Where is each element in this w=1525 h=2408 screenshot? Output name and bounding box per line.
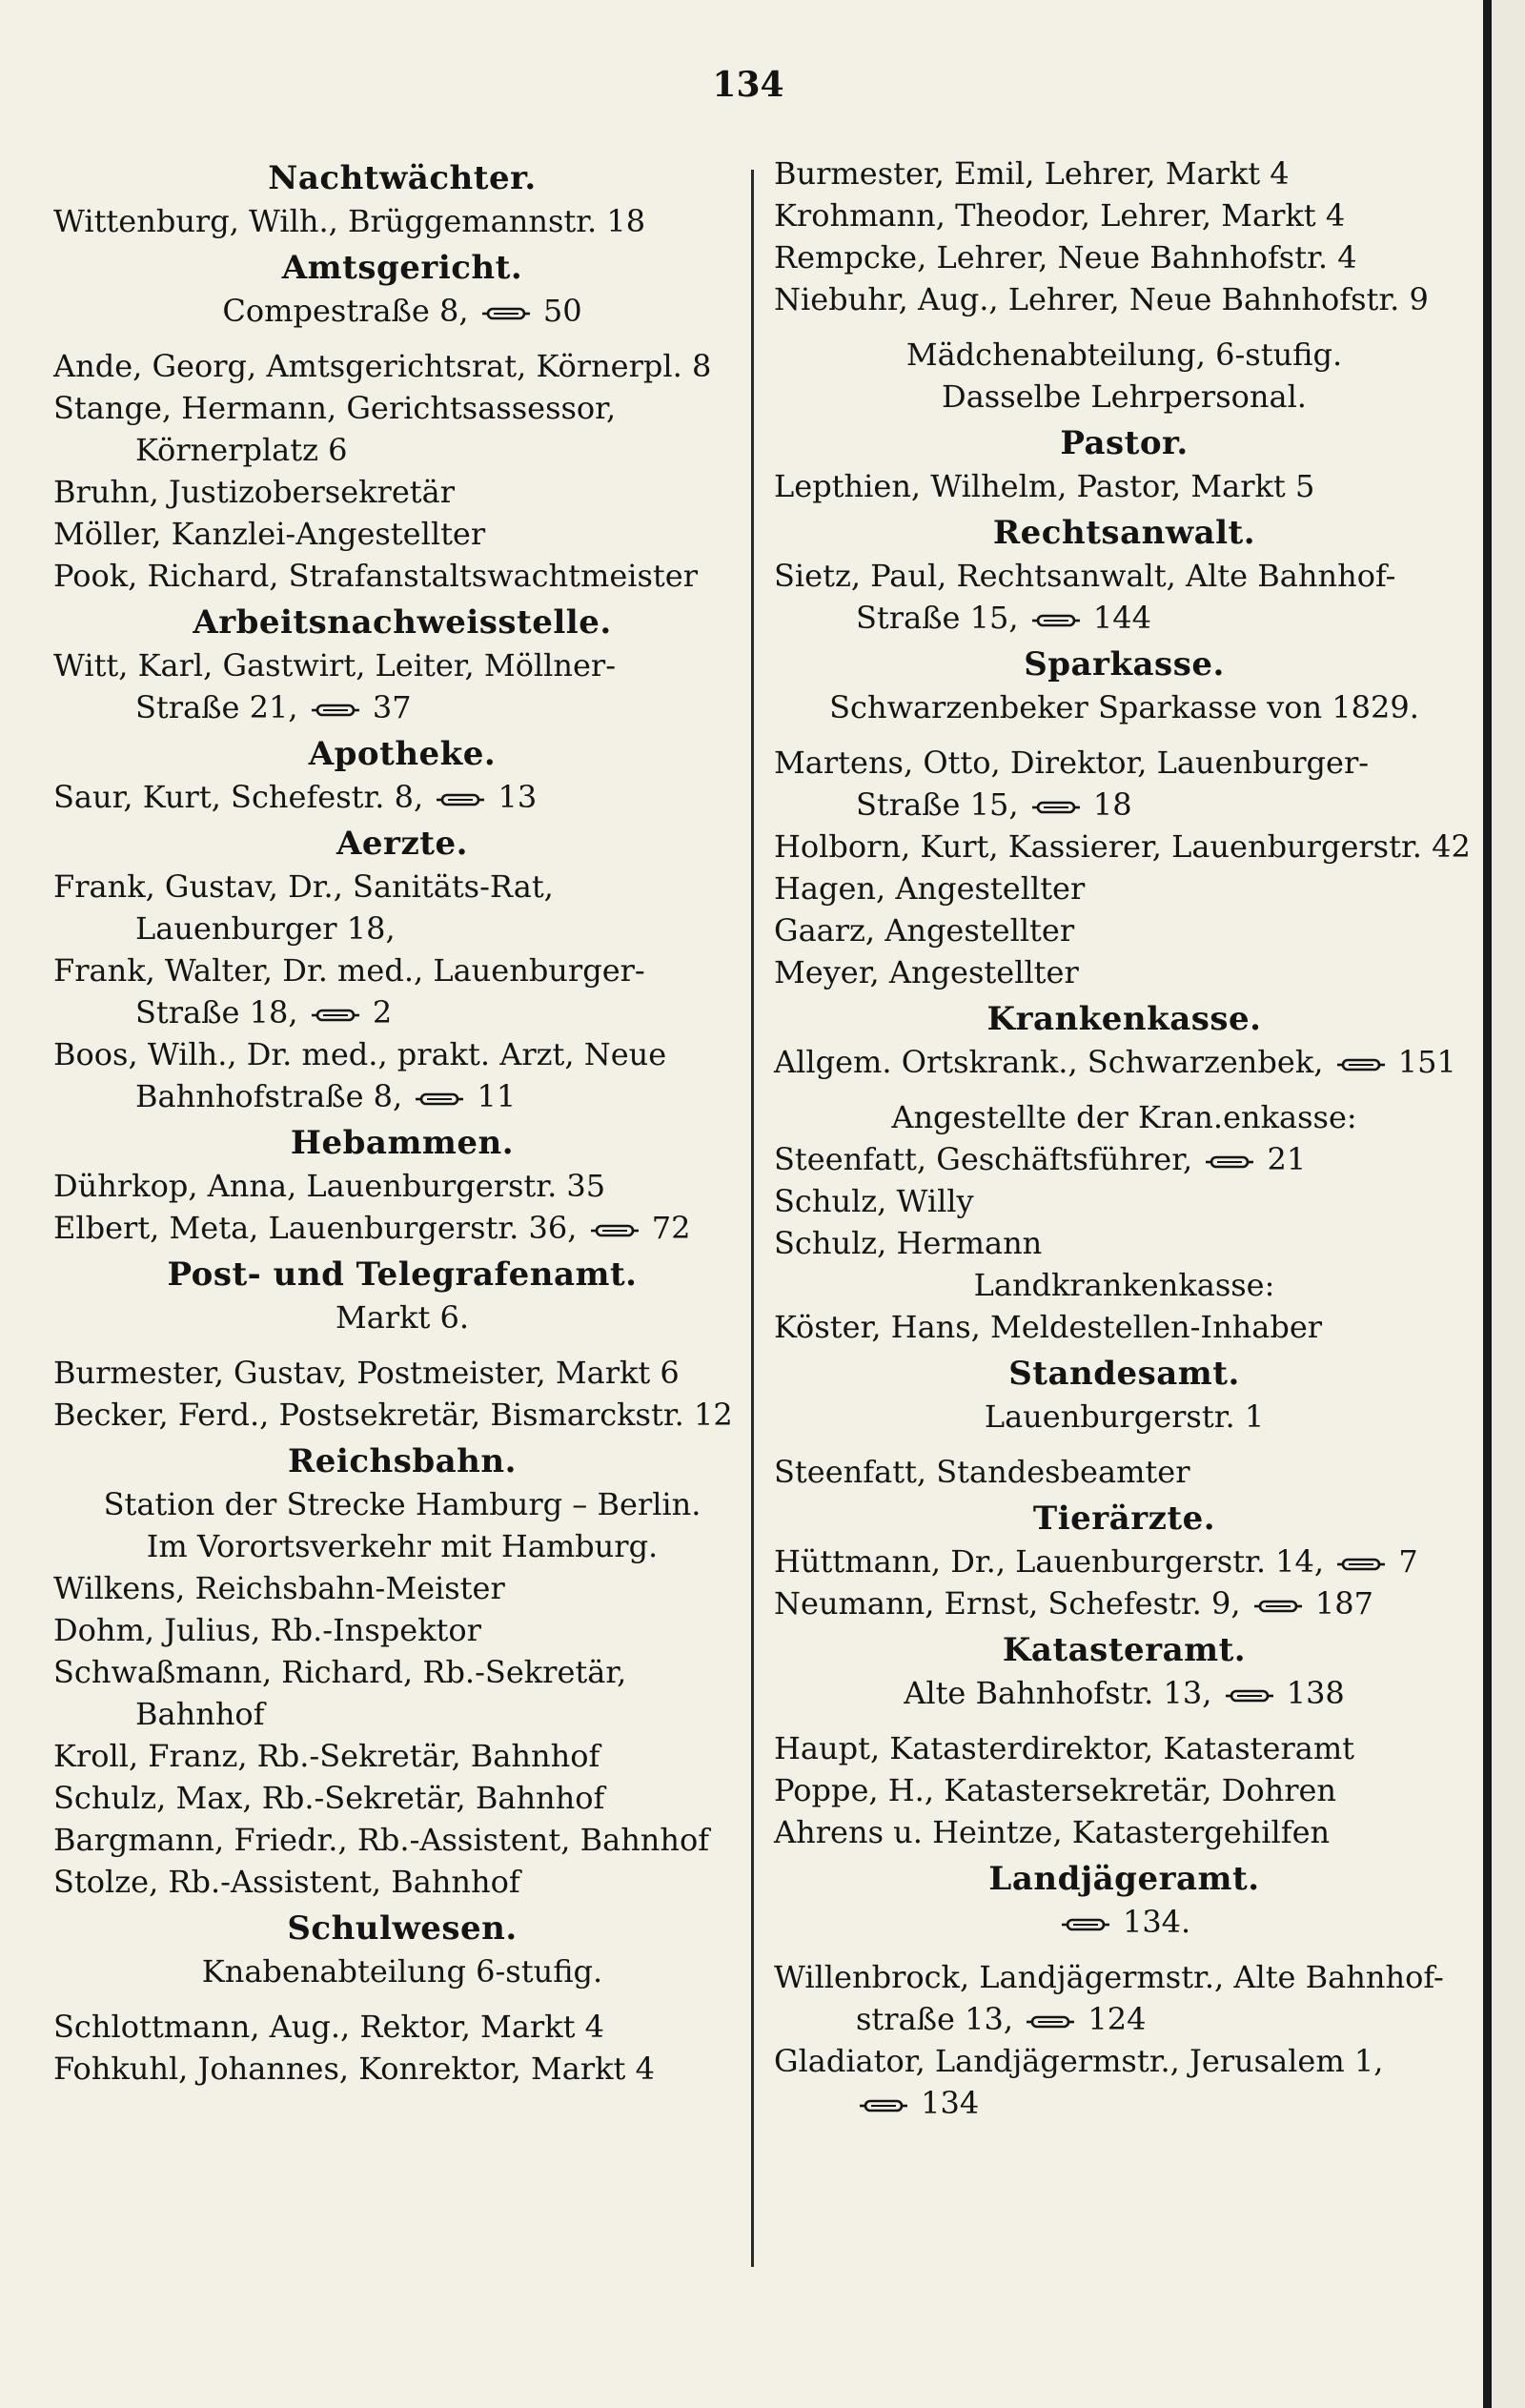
entry-line: Schulz, Max, Rb.-Sekretär, Bahnhof [53, 1780, 605, 1816]
directory-entry [774, 1041, 1474, 1083]
entry-line: Burmester, Gustav, Postmeister, Markt 6 [53, 1355, 680, 1391]
entry-line: Niebuhr, Aug., Lehrer, Neue Bahnhofstr. 9 [774, 281, 1429, 317]
entry-line: Bargmann, Friedr., Rb.-Assistent, Bahnhof [53, 1822, 710, 1858]
directory-section [774, 421, 1474, 507]
directory-section [53, 246, 751, 597]
entry-continuation: Straße 18, 2 [135, 994, 393, 1031]
directory-entry [53, 1861, 751, 1903]
section-heading: Amtsgericht. [281, 249, 523, 287]
entry-line: Boos, Wilh., Dr. med., prakt. Arzt, Neue [53, 1036, 667, 1072]
directory-entry [53, 555, 751, 597]
entry-line: Wittenburg, Wilh., Brüggemannstr. 18 [53, 203, 646, 239]
directory-entry [53, 1819, 751, 1861]
entry-line: Wilkens, Reichsbahn-Meister [53, 1570, 505, 1606]
directory-entry [774, 1180, 1474, 1222]
section-heading: Aerzte. [336, 825, 468, 863]
entry-line: Frank, Walter, Dr. med., Lauenburger- [53, 952, 645, 989]
directory-entry [53, 1777, 751, 1819]
entry-line: Steenfatt, Standesbeamter [774, 1454, 1190, 1490]
section-subtitle: Markt 6. [335, 1299, 470, 1336]
directory-entry [774, 1769, 1474, 1811]
directory-entry [53, 200, 751, 242]
directory-entry [774, 1811, 1474, 1853]
directory-entry [774, 1727, 1474, 1769]
directory-section [53, 732, 751, 818]
telephone-sign-icon [1337, 1057, 1385, 1072]
directory-entry [774, 1138, 1474, 1180]
telephone-sign-icon [1027, 2014, 1074, 2030]
directory-section [53, 156, 751, 242]
directory-entry [774, 153, 1474, 194]
entry-line: Dohm, Julius, Rb.-Inspektor [53, 1612, 481, 1648]
entry-line: Haupt, Katasterdirektor, Katasteramt [774, 1730, 1355, 1766]
directory-entry [774, 867, 1474, 909]
binding-shadow [1483, 0, 1492, 2408]
entry-line: Schlottmann, Aug., Rektor, Markt 4 [53, 2009, 604, 2045]
section-heading: Pastor. [1060, 424, 1189, 462]
entry-line: Burmester, Emil, Lehrer, Markt 4 [774, 155, 1290, 192]
section-heading: Sparkasse. [1024, 645, 1225, 684]
directory-entry [774, 1306, 1474, 1348]
directory-entry [53, 1735, 751, 1777]
telephone-sign-icon [1032, 613, 1080, 628]
directory-section [53, 1253, 751, 1436]
section-subtitle: Knabenabteilung 6-stufig. [201, 1953, 603, 1990]
entry-line: Köster, Hans, Meldestellen-Inhaber [774, 1309, 1323, 1345]
directory-entry [774, 465, 1474, 507]
section-subtitle: Alte Bahnhofstr. 13, 138 [904, 1675, 1345, 1711]
entry-line: Poppe, H., Katastersekretär, Dohren [774, 1772, 1337, 1808]
directory-section [774, 153, 1474, 418]
entry-line: Steenfatt, Geschäftsführer, 21 [774, 1141, 1307, 1177]
section-heading: Landjägeramt. [988, 1860, 1260, 1898]
section-heading: Reichsbahn. [288, 1442, 517, 1480]
directory-entry [774, 909, 1474, 951]
directory-section [774, 1352, 1474, 1493]
entry-line: Holborn, Kurt, Kassierer, Lauenburgerstr. 42 [774, 828, 1471, 865]
section-heading: Nachtwächter. [268, 159, 537, 197]
entry-line: Krohmann, Theodor, Lehrer, Markt 4 [774, 197, 1346, 234]
directory-entry [53, 949, 751, 1033]
directory-section [774, 643, 1474, 993]
telephone-sign-icon [1337, 1557, 1385, 1572]
directory-entry [53, 644, 751, 728]
directory-entry [53, 776, 751, 818]
section-subtitle: Compestraße 8, 50 [222, 293, 582, 329]
telephone-sign-icon [860, 2098, 907, 2113]
section-heading: Post- und Telegrafenamt. [167, 1255, 638, 1294]
section-note: Landkrankenkasse: [973, 1267, 1275, 1303]
telephone-sign-icon [437, 792, 484, 807]
section-heading: Katasteramt. [1002, 1631, 1247, 1669]
entry-line: Willenbrock, Landjägermstr., Alte Bahnhof- [774, 1959, 1444, 1995]
right-column [774, 153, 1474, 2124]
entry-line: Saur, Kurt, Schefestr. 8, 13 [53, 779, 538, 815]
section-subtitle: Im Vorortsverkehr mit Hamburg. [146, 1528, 659, 1564]
entry-continuation: Straße 15, 144 [856, 600, 1151, 636]
entry-line: Stange, Hermann, Gerichtsassessor, [53, 390, 617, 426]
entry-line: Fohkuhl, Johannes, Konrektor, Markt 4 [53, 2051, 655, 2087]
entry-line: Schulz, Willy [774, 1183, 974, 1219]
telephone-sign-icon [1254, 1599, 1302, 1614]
directory-entry [53, 1207, 751, 1249]
directory-section [774, 1497, 1474, 1624]
section-heading: Arbeitsnachweisstelle. [193, 603, 612, 642]
directory-section [53, 1121, 751, 1249]
section-subtitle: Station der Strecke Hamburg – Berlin. [103, 1486, 702, 1522]
entry-continuation: straße 13, 124 [856, 2001, 1147, 2037]
section-heading: Tierärzte. [1032, 1500, 1216, 1538]
directory-entry [53, 387, 751, 471]
entry-line: Elbert, Meta, Lauenburgerstr. 36, 72 [53, 1210, 691, 1246]
directory-entry [53, 471, 751, 513]
entry-line: Pook, Richard, Strafanstaltswachtmeister [53, 558, 699, 594]
entry-continuation: Körnerplatz 6 [135, 432, 348, 468]
directory-entry [774, 236, 1474, 278]
entry-line: Witt, Karl, Gastwirt, Leiter, Möllner- [53, 647, 617, 684]
entry-line: Lepthien, Wilhelm, Pastor, Markt 5 [774, 468, 1315, 504]
directory-entry [53, 1394, 751, 1436]
directory-entry [774, 742, 1474, 826]
entry-line: Gaarz, Angestellter [774, 912, 1075, 949]
section-subtitle: Lauenburgerstr. 1 [984, 1398, 1265, 1435]
directory-entry [774, 555, 1474, 639]
directory-section [774, 511, 1474, 639]
entry-line: Stolze, Rb.-Assistent, Bahnhof [53, 1864, 520, 1900]
directory-entry [774, 1222, 1474, 1264]
section-heading: Rechtsanwalt. [992, 514, 1256, 552]
entry-line: Rempcke, Lehrer, Neue Bahnhofstr. 4 [774, 239, 1357, 275]
telephone-sign-icon [1206, 1154, 1253, 1170]
telephone-sign-icon [416, 1092, 463, 1107]
directory-entry [53, 1567, 751, 1609]
directory-entry [53, 1651, 751, 1735]
directory-entry [774, 194, 1474, 236]
entry-line: Neumann, Ernst, Schefestr. 9, 187 [774, 1585, 1373, 1622]
telephone-sign-icon [312, 1008, 359, 1023]
telephone-sign-icon [1062, 1917, 1109, 1932]
entry-continuation: Straße 15, 18 [856, 786, 1132, 823]
section-note: Angestellte der Kran.enkasse: [891, 1099, 1357, 1135]
entry-continuation: Lauenburger 18, [135, 910, 396, 947]
directory-entry [774, 1956, 1474, 2040]
entry-continuation: Straße 21, 37 [135, 689, 412, 725]
directory-section [53, 1907, 751, 2090]
directory-section [53, 601, 751, 728]
entry-line: Gladiator, Landjägermstr., Jerusalem 1, [774, 2043, 1384, 2079]
directory-section [774, 997, 1474, 1348]
entry-continuation: Bahnhof [135, 1696, 265, 1732]
telephone-sign-icon [591, 1223, 639, 1238]
telephone-sign-icon [312, 703, 359, 718]
directory-section [53, 1439, 751, 1903]
entry-line: Schulz, Hermann [774, 1225, 1043, 1261]
entry-continuation: Bahnhofstraße 8, 11 [135, 1078, 517, 1114]
left-column [53, 153, 751, 2090]
directory-entry [774, 826, 1474, 867]
entry-line: Bruhn, Justizobersekretär [53, 474, 455, 510]
telephone-sign-icon [482, 306, 530, 321]
section-subtitle: 134. [774, 1901, 1474, 1943]
telephone-sign-icon [1226, 1688, 1273, 1704]
entry-line: Becker, Ferd., Postsekretär, Bismarckstr. 12 [53, 1397, 733, 1433]
directory-entry [774, 1582, 1474, 1624]
entry-line: Allgem. Ortskrank., Schwarzenbek, 151 [774, 1044, 1456, 1080]
directory-entry [774, 278, 1474, 320]
directory-entry [774, 1451, 1474, 1493]
section-heading: Krankenkasse. [986, 1000, 1262, 1038]
directory-entry [53, 1609, 751, 1651]
directory-entry [53, 345, 751, 387]
directory-entry [53, 2048, 751, 2090]
entry-line: Ahrens u. Heintze, Katastergehilfen [774, 1814, 1331, 1850]
entry-line: Hüttmann, Dr., Lauenburgerstr. 14, 7 [774, 1543, 1418, 1580]
entry-line: Hagen, Angestellter [774, 870, 1086, 907]
entry-line: Meyer, Angestellter [774, 954, 1079, 990]
directory-entry [53, 513, 751, 555]
section-note: Dasselbe Lehrpersonal. [942, 378, 1307, 415]
entry-line: Ande, Georg, Amtsgerichtsrat, Körnerpl. 8 [53, 348, 712, 384]
page-number: 134 [712, 65, 784, 105]
entry-line: Sietz, Paul, Rechtsanwalt, Alte Bahnhof- [774, 558, 1396, 594]
entry-line: Kroll, Franz, Rb.-Sekretär, Bahnhof [53, 1738, 600, 1774]
directory-section [774, 1857, 1474, 2124]
column-divider [751, 170, 754, 2267]
directory-entry [774, 1541, 1474, 1582]
directory-entry [774, 951, 1474, 993]
entry-continuation: 134 [774, 2082, 1474, 2124]
section-subtitle: Schwarzenbeker Sparkasse von 1829. [829, 689, 1419, 725]
entry-line: Frank, Gustav, Dr., Sanitäts-Rat, [53, 868, 554, 905]
directory-entry [53, 1033, 751, 1117]
directory-entry [53, 866, 751, 949]
section-heading: Apotheke. [308, 735, 497, 773]
directory-section [774, 1628, 1474, 1853]
directory-entry [53, 1352, 751, 1394]
next-page-edge [1492, 0, 1525, 2408]
entry-line: Dührkop, Anna, Lauenburgerstr. 35 [53, 1168, 606, 1204]
section-heading: Hebammen. [290, 1124, 515, 1162]
entry-line: Martens, Otto, Direktor, Lauenburger- [774, 745, 1370, 781]
directory-entry [774, 2040, 1474, 2124]
section-heading: Schulwesen. [287, 1909, 518, 1948]
directory-entry [53, 2006, 751, 2048]
section-note: Mädchenabteilung, 6-stufig. [905, 337, 1343, 373]
telephone-sign-icon [1032, 800, 1080, 815]
entry-line: Möller, Kanzlei-Angestellter [53, 516, 486, 552]
entry-line: Schwaßmann, Richard, Rb.-Sekretär, [53, 1654, 627, 1690]
directory-section [53, 822, 751, 1117]
directory-entry [53, 1165, 751, 1207]
section-heading: Standesamt. [1008, 1355, 1240, 1393]
